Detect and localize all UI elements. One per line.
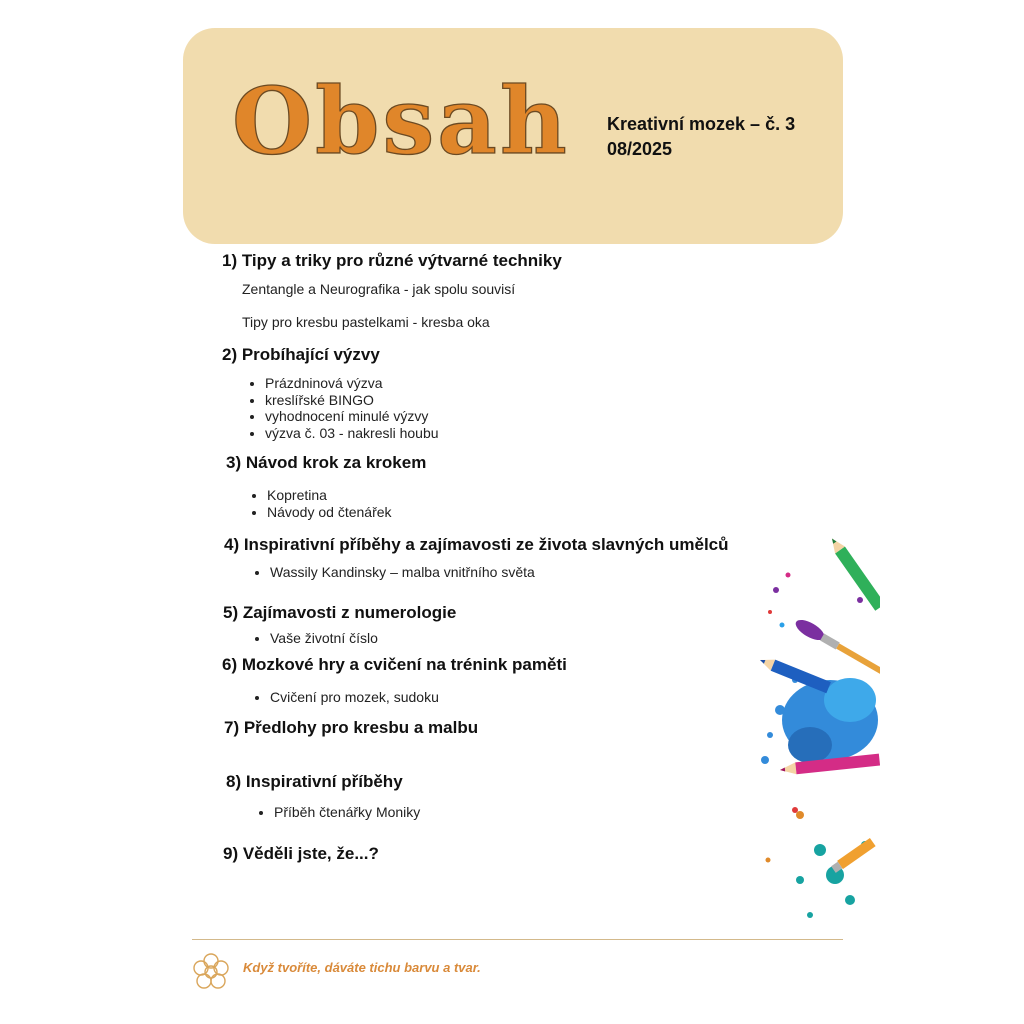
section-6-list — [250, 689, 439, 706]
footer-tagline: Když tvoříte, dáváte tichu barvu a tvar. — [243, 960, 481, 975]
section-1-line-2: Tipy pro kresbu pastelkami - kresba oka — [242, 314, 490, 330]
section-4-list — [250, 564, 535, 581]
list-item: • výzva č. 03 - nakresli houbu — [265, 425, 439, 442]
list-item: • kreslířské BINGO — [265, 392, 439, 409]
section-heading-6: 6) Mozkové hry a cvičení na trénink paměti — [222, 655, 567, 674]
section-heading-9: 9) Věděli jste, že...? — [223, 844, 379, 863]
page-title: Obsah — [232, 67, 570, 175]
list-item: • Vaše životní číslo — [270, 630, 378, 647]
section-2-list — [245, 375, 439, 441]
section-heading-7: 7) Předlohy pro kresbu a malbu — [224, 718, 479, 737]
list-item: • Wassily Kandinsky – malba vnitřního světa — [270, 564, 535, 581]
section-5-list — [250, 630, 378, 647]
section-1-line-1: Zentangle a Neurografika - jak spolu souvisí — [242, 281, 516, 297]
orange-brush — [831, 838, 876, 874]
paint-splash — [824, 678, 876, 722]
issue-info — [607, 112, 795, 162]
blue-pencil — [758, 654, 831, 693]
list-item: • vyhodnocení minulé výzvy — [265, 408, 439, 425]
section-heading-3: 3) Návod krok za krokem — [226, 453, 427, 472]
list-item: • Návody od čtenářek — [267, 504, 392, 521]
pencils-brushes-paint-splash-illustration — [740, 520, 880, 940]
section-heading-8: 8) Inspirativní příběhy — [226, 772, 403, 791]
green-pencil — [827, 535, 880, 611]
list-item: • Cvičení pro mozek, sudoku — [270, 689, 439, 706]
flower-logo-icon — [190, 951, 232, 993]
footer-divider — [192, 939, 843, 940]
section-heading-2: 2) Probíhající výzvy — [222, 345, 380, 364]
section-8-list — [254, 804, 420, 821]
list-item: • Prázdninová výzva — [265, 375, 439, 392]
issue-date: 08/2025 — [607, 139, 673, 159]
list-item: • Příběh čtenářky Moniky — [274, 804, 420, 821]
section-heading-1: 1) Tipy a triky pro různé výtvarné techniky — [222, 251, 562, 270]
section-heading-5: 5) Zajímavosti z numerologie — [223, 603, 457, 622]
list-item: • Kopretina — [267, 487, 392, 504]
section-3-list — [247, 487, 392, 520]
paint-splash — [788, 727, 832, 763]
magazine-issue: Kreativní mozek – č. 3 — [607, 114, 796, 134]
section-heading-4: 4) Inspirativní příběhy a zajímavosti ze života slavných umělců — [224, 535, 729, 554]
